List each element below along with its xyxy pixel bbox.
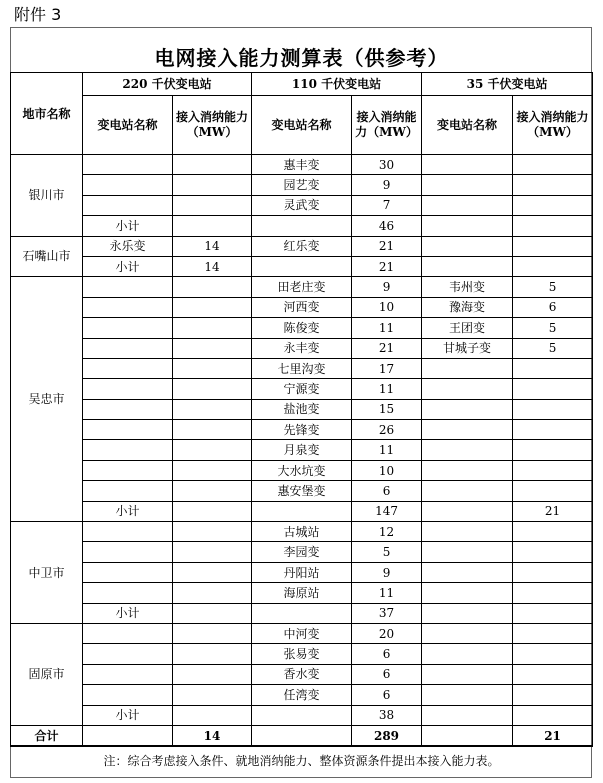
kv220-header: 220 千伏变电站 (83, 73, 252, 96)
total-35-cell: 21 (513, 725, 593, 746)
subtotal-110-cell: 37 (352, 603, 422, 623)
capacity-35-cell (513, 542, 593, 562)
capacity-110-cell: 11 (352, 583, 422, 603)
capacity-110-cell: 9 (352, 562, 422, 582)
station-220-cell (83, 399, 173, 419)
page-title: 电网接入能力测算表（供参考） (154, 46, 449, 70)
station-35-cell (422, 542, 513, 562)
subtotal-label: 小计 (83, 256, 173, 276)
subtotal-220-cell (173, 216, 252, 236)
station-name-header: 变电站名称 (422, 96, 513, 155)
station-110-cell: 大水坑变 (252, 460, 352, 480)
station-220-cell (83, 379, 173, 399)
subtotal-110-cell: 21 (352, 256, 422, 276)
station-110-cell: 惠安堡变 (252, 481, 352, 501)
station-35-cell (422, 481, 513, 501)
subtotal-row (11, 256, 593, 276)
subtotal-220-cell (173, 603, 252, 623)
capacity-35-cell (513, 644, 593, 664)
capacity-220-cell (173, 297, 252, 317)
table-row (11, 155, 593, 175)
station-35-cell (422, 460, 513, 480)
subtotal-110-cell: 38 (352, 705, 422, 725)
capacity-220-cell (173, 522, 252, 542)
capacity-110-cell: 11 (352, 440, 422, 460)
footnote: 注：综合考虑接入条件、就地消纳能力、整体资源条件提出本接入能力表。 (103, 754, 500, 768)
capacity-220-cell: 14 (173, 236, 252, 256)
capacity-220-cell (173, 195, 252, 215)
table-row (11, 623, 593, 643)
station-35-cell (422, 358, 513, 378)
capacity-header: 接入消纳能力（MW） (513, 96, 593, 155)
capacity-35-cell (513, 195, 593, 215)
capacity-35-cell (513, 522, 593, 542)
subtotal-station-cell (252, 603, 352, 623)
station-110-cell: 李园变 (252, 542, 352, 562)
subtotal-station-cell (252, 216, 352, 236)
subtotal-station-cell (252, 501, 352, 521)
capacity-35-cell (513, 481, 593, 501)
station-220-cell (83, 420, 173, 440)
station-110-cell: 香水变 (252, 664, 352, 684)
capacity-110-cell: 12 (352, 522, 422, 542)
station-110-cell: 张易变 (252, 644, 352, 664)
subtotal-station-cell (422, 603, 513, 623)
station-220-cell (83, 664, 173, 684)
capacity-220-cell (173, 460, 252, 480)
subtotal-35-cell (513, 256, 593, 276)
subtotal-110-cell: 46 (352, 216, 422, 236)
table-row (11, 440, 593, 460)
station-35-cell (422, 562, 513, 582)
capacity-220-cell (173, 318, 252, 338)
subtotal-station-cell (422, 216, 513, 236)
subtotal-label: 小计 (83, 705, 173, 725)
table-body (11, 155, 593, 747)
station-110-cell: 宁源变 (252, 379, 352, 399)
station-220-cell (83, 195, 173, 215)
station-35-cell (422, 236, 513, 256)
station-220-cell (83, 358, 173, 378)
capacity-110-cell: 10 (352, 297, 422, 317)
capacity-110-cell: 21 (352, 338, 422, 358)
subtotal-row (11, 603, 593, 623)
capacity-35-cell (513, 175, 593, 195)
station-110-cell: 陈俊变 (252, 318, 352, 338)
capacity-header: 接入消纳能力（MW） (173, 96, 252, 155)
region-name-cell: 吴忠市 (11, 277, 83, 522)
station-110-cell: 灵武变 (252, 195, 352, 215)
table-row (11, 358, 593, 378)
capacity-110-cell: 15 (352, 399, 422, 419)
capacity-35-cell: 6 (513, 297, 593, 317)
capacity-table (10, 72, 593, 747)
capacity-220-cell (173, 399, 252, 419)
station-220-cell (83, 460, 173, 480)
region-name-cell: 石嘴山市 (11, 236, 83, 277)
station-35-cell (422, 155, 513, 175)
capacity-35-cell (513, 685, 593, 705)
subtotal-label: 小计 (83, 501, 173, 521)
capacity-220-cell (173, 481, 252, 501)
capacity-220-cell (173, 644, 252, 664)
station-35-cell: 王团变 (422, 318, 513, 338)
station-35-cell (422, 664, 513, 684)
total-station-cell (422, 725, 513, 746)
total-220-cell: 14 (173, 725, 252, 746)
station-110-cell: 月泉变 (252, 440, 352, 460)
subtotal-label: 小计 (83, 216, 173, 236)
table-row (11, 318, 593, 338)
subtotal-220-cell (173, 501, 252, 521)
subtotal-35-cell (513, 705, 593, 725)
station-name-header: 变电站名称 (252, 96, 352, 155)
table-row (11, 399, 593, 419)
table-row (11, 195, 593, 215)
capacity-35-cell (513, 664, 593, 684)
capacity-220-cell (173, 175, 252, 195)
station-35-cell (422, 583, 513, 603)
station-110-cell: 海原站 (252, 583, 352, 603)
table-row (11, 338, 593, 358)
station-220-cell (83, 583, 173, 603)
table-row (11, 562, 593, 582)
capacity-35-cell (513, 562, 593, 582)
capacity-220-cell (173, 379, 252, 399)
capacity-220-cell (173, 623, 252, 643)
subtotal-station-cell (422, 501, 513, 521)
capacity-header: 接入消纳能力（MW） (352, 96, 422, 155)
station-220-cell (83, 522, 173, 542)
total-110-cell: 289 (352, 725, 422, 746)
station-35-cell (422, 379, 513, 399)
total-station-cell (252, 725, 352, 746)
subtotal-35-cell (513, 603, 593, 623)
region-header: 地市名称 (11, 73, 83, 155)
capacity-110-cell: 21 (352, 236, 422, 256)
table-row (11, 664, 593, 684)
capacity-110-cell: 30 (352, 155, 422, 175)
capacity-110-cell: 6 (352, 685, 422, 705)
subtotal-220-cell (173, 705, 252, 725)
capacity-35-cell: 5 (513, 277, 593, 297)
capacity-220-cell (173, 440, 252, 460)
capacity-220-cell (173, 664, 252, 684)
capacity-110-cell: 9 (352, 277, 422, 297)
capacity-220-cell (173, 358, 252, 378)
table-row (11, 644, 593, 664)
capacity-110-cell: 11 (352, 318, 422, 338)
capacity-220-cell (173, 685, 252, 705)
table-row (11, 542, 593, 562)
capacity-220-cell (173, 420, 252, 440)
total-station-cell (83, 725, 173, 746)
capacity-35-cell (513, 583, 593, 603)
table-row (11, 460, 593, 480)
region-name-cell: 固原市 (11, 623, 83, 725)
station-110-cell: 中河变 (252, 623, 352, 643)
station-220-cell (83, 481, 173, 501)
capacity-110-cell: 26 (352, 420, 422, 440)
station-35-cell (422, 685, 513, 705)
header-row-voltage (11, 73, 593, 96)
subtotal-row (11, 501, 593, 521)
table-row (11, 685, 593, 705)
capacity-220-cell (173, 155, 252, 175)
station-110-cell: 任湾变 (252, 685, 352, 705)
station-35-cell: 豫海变 (422, 297, 513, 317)
station-35-cell (422, 175, 513, 195)
capacity-35-cell (513, 623, 593, 643)
table-row (11, 277, 593, 297)
subtotal-station-cell (252, 705, 352, 725)
subtotal-station-cell (252, 256, 352, 276)
capacity-110-cell: 17 (352, 358, 422, 378)
capacity-220-cell (173, 542, 252, 562)
total-label: 合计 (11, 725, 83, 746)
capacity-110-cell: 7 (352, 195, 422, 215)
capacity-220-cell (173, 583, 252, 603)
station-220-cell (83, 623, 173, 643)
table-row (11, 420, 593, 440)
station-220-cell (83, 644, 173, 664)
station-220-cell (83, 685, 173, 705)
subtotal-row (11, 216, 593, 236)
table-row (11, 175, 593, 195)
station-name-header: 变电站名称 (83, 96, 173, 155)
table-row (11, 522, 593, 542)
capacity-110-cell: 6 (352, 664, 422, 684)
capacity-35-cell: 5 (513, 318, 593, 338)
region-name-cell: 中卫市 (11, 522, 83, 624)
subtotal-station-cell (422, 705, 513, 725)
capacity-35-cell (513, 420, 593, 440)
station-220-cell (83, 297, 173, 317)
header-row-columns (11, 96, 593, 155)
subtotal-35-cell: 21 (513, 501, 593, 521)
capacity-35-cell: 5 (513, 338, 593, 358)
station-110-cell: 七里沟变 (252, 358, 352, 378)
station-35-cell: 韦州变 (422, 277, 513, 297)
capacity-110-cell: 6 (352, 644, 422, 664)
station-110-cell: 先锋变 (252, 420, 352, 440)
capacity-110-cell: 5 (352, 542, 422, 562)
station-220-cell (83, 562, 173, 582)
station-220-cell (83, 542, 173, 562)
station-220-cell (83, 155, 173, 175)
station-220-cell (83, 175, 173, 195)
table-row (11, 297, 593, 317)
capacity-35-cell (513, 440, 593, 460)
capacity-35-cell (513, 379, 593, 399)
station-35-cell (422, 420, 513, 440)
station-220-cell (83, 338, 173, 358)
kv35-header: 35 千伏变电站 (422, 73, 593, 96)
station-35-cell (422, 440, 513, 460)
table-row (11, 236, 593, 256)
capacity-110-cell: 6 (352, 481, 422, 501)
subtotal-220-cell: 14 (173, 256, 252, 276)
station-110-cell: 红乐变 (252, 236, 352, 256)
station-35-cell (422, 644, 513, 664)
capacity-220-cell (173, 562, 252, 582)
capacity-110-cell: 9 (352, 175, 422, 195)
subtotal-35-cell (513, 216, 593, 236)
station-220-cell (83, 277, 173, 297)
capacity-110-cell: 11 (352, 379, 422, 399)
capacity-35-cell (513, 358, 593, 378)
capacity-220-cell (173, 338, 252, 358)
station-220-cell (83, 318, 173, 338)
subtotal-110-cell: 147 (352, 501, 422, 521)
station-35-cell (422, 399, 513, 419)
capacity-35-cell (513, 236, 593, 256)
station-35-cell (422, 623, 513, 643)
station-110-cell: 盐池变 (252, 399, 352, 419)
attachment-label: 附件 3 (14, 5, 62, 24)
table-row (11, 481, 593, 501)
station-110-cell: 惠丰变 (252, 155, 352, 175)
region-name-cell: 银川市 (11, 155, 83, 237)
capacity-110-cell: 10 (352, 460, 422, 480)
capacity-35-cell (513, 155, 593, 175)
station-110-cell: 田老庄变 (252, 277, 352, 297)
capacity-110-cell: 20 (352, 623, 422, 643)
subtotal-row (11, 705, 593, 725)
station-35-cell (422, 522, 513, 542)
capacity-220-cell (173, 277, 252, 297)
station-110-cell: 丹阳站 (252, 562, 352, 582)
station-110-cell: 永丰变 (252, 338, 352, 358)
capacity-35-cell (513, 460, 593, 480)
subtotal-station-cell (422, 256, 513, 276)
table-row (11, 379, 593, 399)
subtotal-label: 小计 (83, 603, 173, 623)
station-110-cell: 园艺变 (252, 175, 352, 195)
station-220-cell: 永乐变 (83, 236, 173, 256)
station-35-cell (422, 195, 513, 215)
kv110-header: 110 千伏变电站 (252, 73, 422, 96)
table-row (11, 583, 593, 603)
station-35-cell: 甘城子变 (422, 338, 513, 358)
capacity-35-cell (513, 399, 593, 419)
station-110-cell: 古城站 (252, 522, 352, 542)
total-row (11, 725, 593, 746)
station-220-cell (83, 440, 173, 460)
station-110-cell: 河西变 (252, 297, 352, 317)
